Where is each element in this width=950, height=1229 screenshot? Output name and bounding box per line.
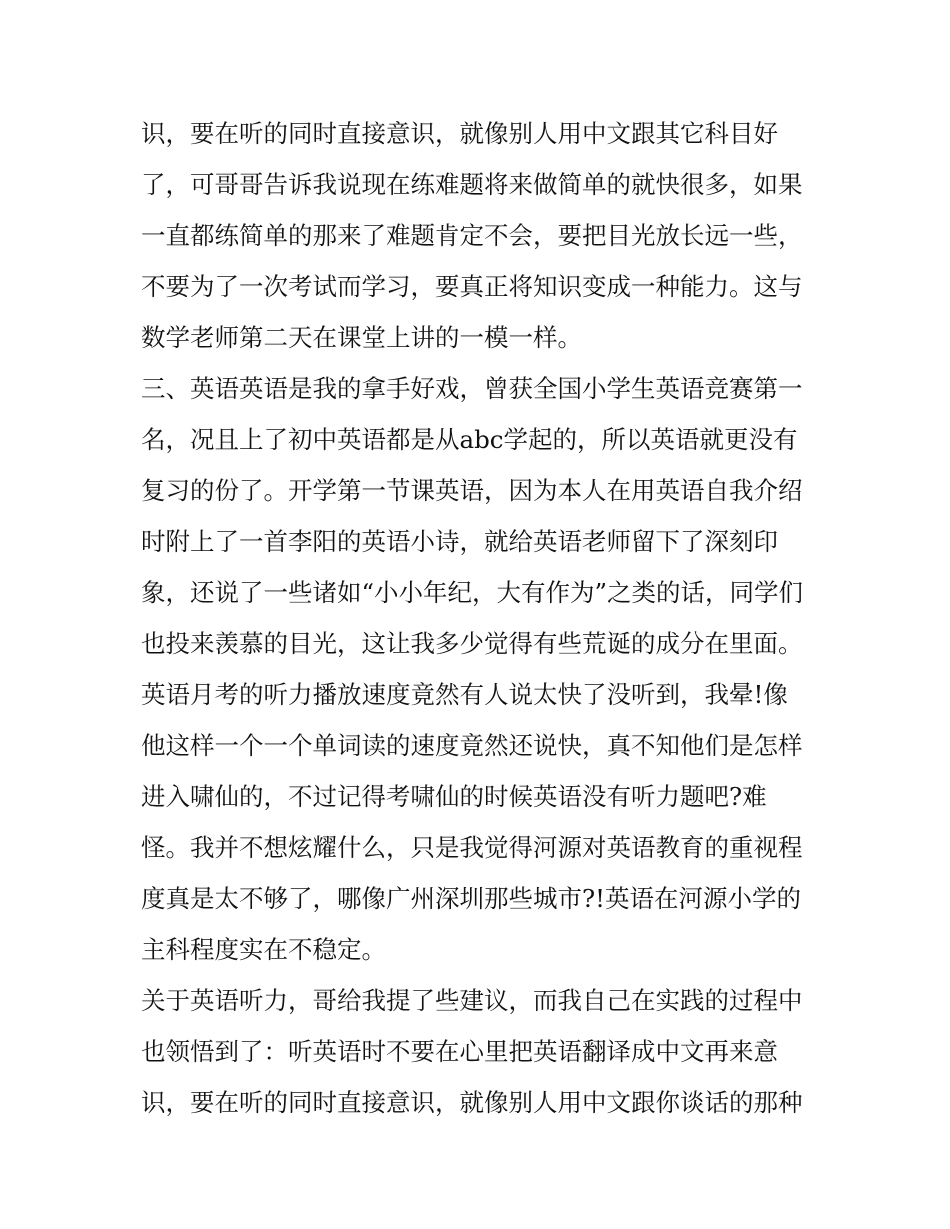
text-line: 也投来羡慕的目光，这让我多少觉得有些荒诞的成分在里面。 xyxy=(141,629,803,658)
text-line: 复习的份了。开学第一节课英语，因为本人在用英语自我介绍 xyxy=(141,476,803,505)
text-line: 三、英语英语是我的拿手好戏，曾获全国小学生英语竞赛第一 xyxy=(141,374,803,403)
text-line: 时附上了一首李阳的英语小诗，就给英语老师留下了深刻印 xyxy=(141,527,778,556)
text-line: 也领悟到了：听英语时不要在心里把英语翻译成中文再来意 xyxy=(141,1037,778,1066)
text-line: 英语月考的听力播放速度竟然有人说太快了没听到，我晕!像 xyxy=(141,680,788,709)
text-line: 不要为了一次考试而学习，要真正将知识变成一种能力。这与 xyxy=(141,272,803,301)
text-line: 识，要在听的同时直接意识，就像别人用中文跟其它科目好 xyxy=(141,119,778,148)
text-line: 数学老师第二天在课堂上讲的一模一样。 xyxy=(141,323,582,352)
text-line: 名，况且上了初中英语都是从abc学起的，所以英语就更没有 xyxy=(141,425,798,454)
text-line: 一直都练简单的那来了难题肯定不会，要把目光放长远一些， xyxy=(141,221,803,250)
text-line: 主科程度实在不稳定。 xyxy=(141,935,386,964)
text-line: 度真是太不够了，哪像广州深圳那些城市?!英语在河源小学的 xyxy=(141,884,801,913)
text-line: 识，要在听的同时直接意识，就像别人用中文跟你谈话的那种 xyxy=(141,1088,803,1117)
text-line: 了，可哥哥告诉我说现在练难题将来做简单的就快很多，如果 xyxy=(141,170,803,199)
text-line: 进入啸仙的，不过记得考啸仙的时候英语没有听力题吧?难 xyxy=(141,782,767,811)
document-body xyxy=(141,108,813,1128)
text-line: 怪。我并不想炫耀什么，只是我觉得河源对英语教育的重视程 xyxy=(141,833,803,862)
text-line: 关于英语听力，哥给我提了些建议，而我自己在实践的过程中 xyxy=(141,986,803,1015)
text-line: 他这样一个一个单词读的速度竟然还说快，真不知他们是怎样 xyxy=(141,731,803,760)
text-line: 象，还说了一些诸如“小小年纪，大有作为”之类的话，同学们 xyxy=(141,578,804,607)
